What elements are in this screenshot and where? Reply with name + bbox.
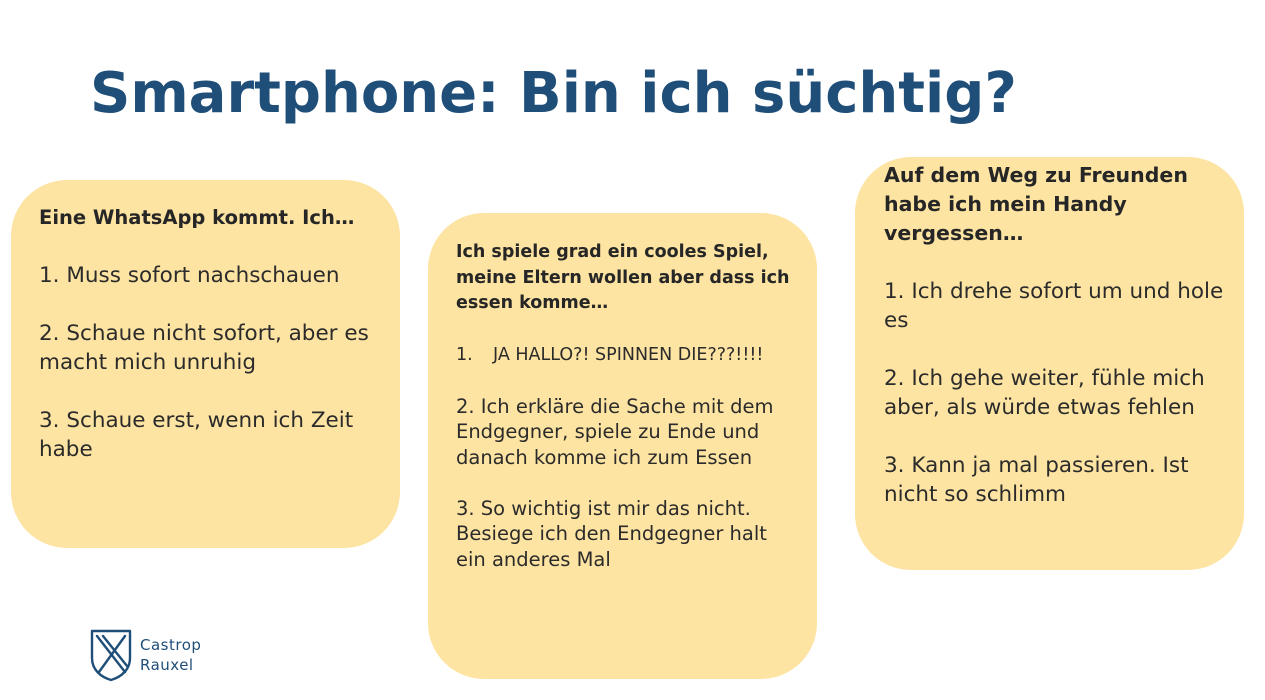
- castrop-rauxel-crest-icon: [90, 628, 132, 682]
- castrop-rauxel-logo: [90, 628, 201, 682]
- logo-line-1: Castrop: [140, 636, 202, 654]
- answer-option-1: 1. Muss sofort nachschauen: [39, 263, 340, 288]
- answer-option-2: 2. Ich gehe weiter, fühle mich aber, als würde etwas fehlen: [884, 366, 1205, 420]
- answer-option-3: 3. So wichtig ist mir das nicht. Besiege ich den Endgegner halt ein anderes Mal: [456, 496, 767, 571]
- question-card-phone-forgotten: [855, 157, 1244, 570]
- card-heading: Auf dem Weg zu Freunden habe ich mein Handy vergessen…: [884, 163, 1188, 245]
- answer-option-2: 2. Ich erkläre die Sache mit dem Endgegner, spiele zu Ende und danach komme ich zum Essen: [456, 394, 774, 469]
- question-card-game: [428, 213, 817, 679]
- answer-option-1: 1. Ich drehe sofort um und hole es: [884, 279, 1224, 333]
- logo-line-2: Rauxel: [140, 656, 194, 674]
- slide-title: Smartphone: Bin ich süchtig?: [90, 61, 1017, 126]
- answer-option-3: 3. Kann ja mal passieren. Ist nicht so schlimm: [884, 453, 1189, 507]
- card-heading: Eine WhatsApp kommt. Ich…: [39, 206, 355, 229]
- answer-option-2: 2. Schaue nicht sofort, aber es macht mich unruhig: [39, 321, 369, 375]
- card-heading: Ich spiele grad ein cooles Spiel, meine Eltern wollen aber dass ich essen komme…: [456, 242, 790, 313]
- logo-wordmark: [140, 635, 201, 675]
- answer-option-number: 1.: [456, 344, 473, 365]
- answer-option-1: [456, 343, 797, 369]
- question-card-whatsapp: [11, 180, 400, 548]
- answer-option-3: 3. Schaue erst, wenn ich Zeit habe: [39, 408, 354, 462]
- answer-option-text: JA HALLO?! SPINNEN DIE???!!!!: [493, 344, 764, 365]
